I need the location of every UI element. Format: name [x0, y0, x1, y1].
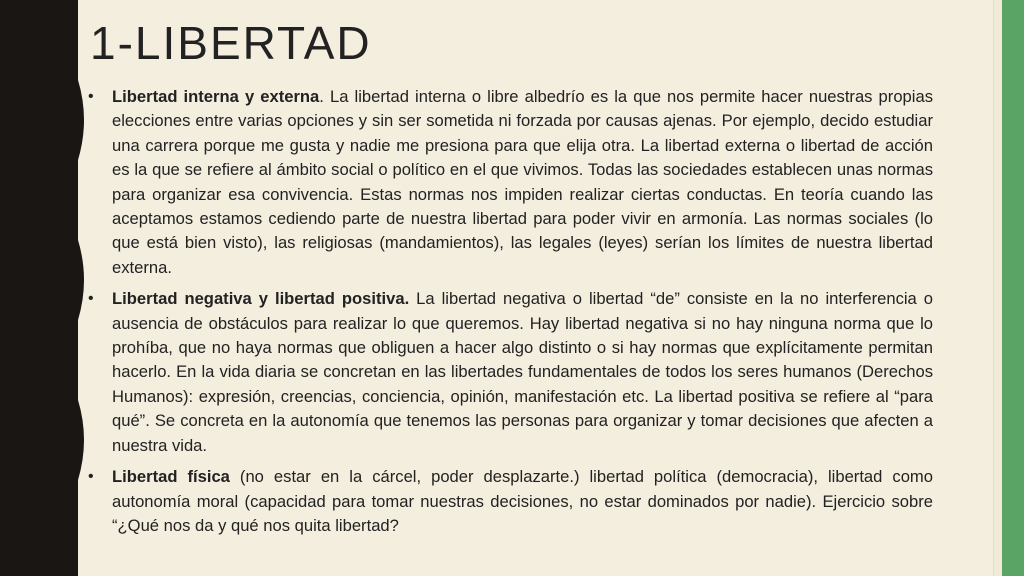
bullet-text: (no estar en la cárcel, poder desplazarte.) libertad política (democracia), libertad como autonomía moral (capacidad para tomar nuestras decisiones, no estar dominados por nadie). Ejercicio sobre “¿Qué nos da y qué nos quita libertad? — [112, 467, 933, 535]
bullet-lead: Libertad física — [112, 467, 230, 487]
slide-title: 1-LIBERTAD — [90, 17, 372, 69]
bullet-lead: Libertad negativa y libertad positiva. — [112, 289, 410, 309]
bullet-item — [88, 287, 933, 458]
bullet-text: . La libertad interna o libre albedrío es la que nos permite hacer nuestras propias elecciones entre varias opciones y sin ser sometida ni forzada por causas ajenas. Por ejemplo, decido estudiar una carrera porque me gusta y nadie me presiona para que elija otra. La libertad externa o libertad de acción es la que se refiere al ámbito social o político en el que vivimos. Todas las sociedades establecen unas normas para organizar esa convivencia. Estas normas nos impiden realizar ciertas conductas. En teoría cuando las aceptamos estamos cediendo parte de nuestra libertad para poder vivir en armonía. Las normas sociales (lo que está bien visto), las religiosas (mandamientos), las legales (leyes) serían los límites de nuestra libertad externa. — [112, 87, 933, 277]
bullet-list — [88, 85, 933, 545]
right-cream-stripe — [993, 0, 1002, 576]
bullet-dot-icon: • — [88, 290, 94, 308]
bullet-dot-icon: • — [88, 88, 94, 105]
bullet-item — [88, 465, 933, 538]
bullet-text: La libertad negativa o libertad “de” consiste en la no interferencia o ausencia de obstáculos para realizar lo que queremos. Hay libertad negativa si no hay ninguna norma que lo prohíba, que no haya normas que obliguen a hacer algo distinto o si hay normas que explícitamente permitan hacerlo. En la vida diaria se concretan en las libertades fundamentales de todos los seres humanos (Derechos Humanos): expresión, creencias, conciencia, opinión, manifestación etc. La libertad positiva se refiere al “para qué”. Se concreta en la autonomía que tenemos las personas para organizar y tomar decisiones que afecten a nuestra vida. — [112, 289, 933, 455]
bullet-dot-icon: • — [88, 468, 94, 486]
bullet-item — [88, 85, 933, 280]
right-green-stripe — [1002, 0, 1024, 576]
bullet-lead: Libertad interna y externa — [112, 87, 320, 106]
